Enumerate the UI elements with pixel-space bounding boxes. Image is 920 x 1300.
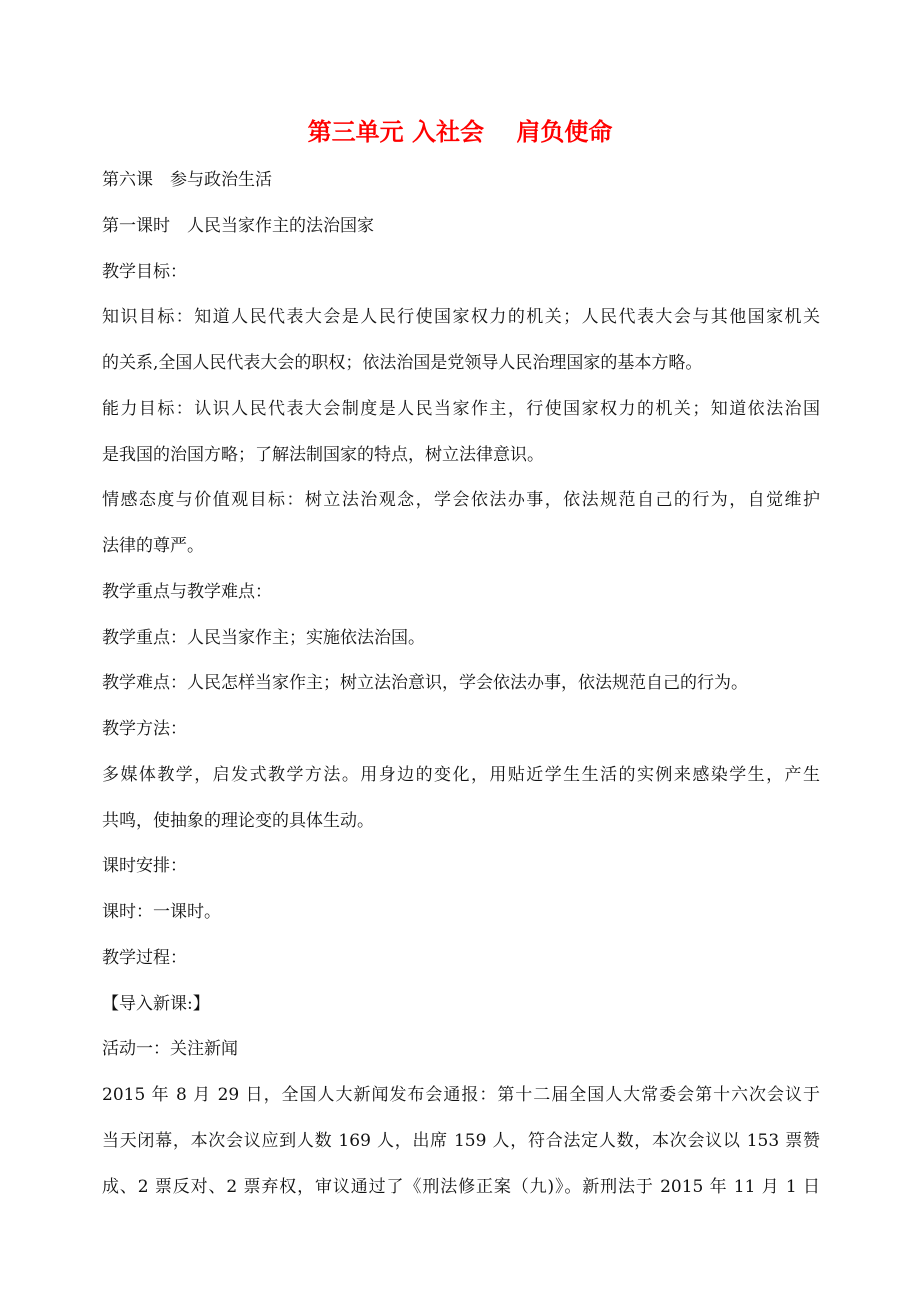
lesson-heading: 第六课 参与政治生活 <box>102 170 272 190</box>
paragraph-line: 多媒体教学，启发式教学方法。用身边的变化，用贴近学生生活的实例来感染学生，产生 <box>102 764 820 785</box>
period-heading: 第一课时 人民当家作主的法治国家 <box>102 215 374 236</box>
paragraph-line: 成、2 票反对、2 票弃权，审议通过了《刑法修正案（九)》。新刑法于 2015 年 11 月 1 日 <box>102 1176 820 1197</box>
section-label: 【导入新课:】 <box>102 993 210 1014</box>
paragraph-line: 是我国的治国方略；了解法制国家的特点，树立法律意识。 <box>102 444 544 465</box>
paragraph-line: 的关系,全国人民代表大会的职权；依法治国是党领导人民治理国家的基本方略。 <box>102 353 703 373</box>
paragraph-line: 当天闭幕，本次会议应到人数 169 人，出席 159 人，符合法定人数，本次会议以 153 票赞 <box>102 1130 820 1151</box>
paragraph-line: 教学难点：人民怎样当家作主；树立法治意识，学会依法办事，依法规范自己的行为。 <box>102 673 748 694</box>
section-label: 教学重点与教学难点： <box>102 581 272 602</box>
activity-heading: 活动一：关注新闻 <box>102 1039 238 1060</box>
document-title: 第三单元 入社会 肩负使命 <box>307 118 613 146</box>
section-label: 教学方法： <box>102 719 187 739</box>
paragraph-line: 知识目标：知道人民代表大会是人民行使国家权力的机关；人民代表大会与其他国家机关 <box>102 307 820 328</box>
section-label: 教学目标： <box>102 261 187 282</box>
section-label: 课时安排： <box>102 856 187 877</box>
paragraph-line: 课时：一课时。 <box>102 902 221 922</box>
section-label: 教学过程： <box>102 947 187 968</box>
paragraph-line: 情感态度与价值观目标：树立法治观念，学会依法办事，依法规范自己的行为，自觉维护 <box>102 490 820 511</box>
paragraph-line: 2015 年 8 月 29 日，全国人大新闻发布会通报：第十二届全国人大常委会第十六次会议于 <box>102 1085 820 1105</box>
paragraph-line: 共鸣，使抽象的理论变的具体生动。 <box>102 810 374 831</box>
document-body <box>102 167 820 1219</box>
paragraph-line: 教学重点：人民当家作主；实施依法治国。 <box>102 627 425 648</box>
paragraph-line: 能力目标：认识人民代表大会制度是人民当家作主，行使国家权力的机关；知道依法治国 <box>102 398 820 419</box>
paragraph-line: 法律的尊严。 <box>102 536 204 556</box>
